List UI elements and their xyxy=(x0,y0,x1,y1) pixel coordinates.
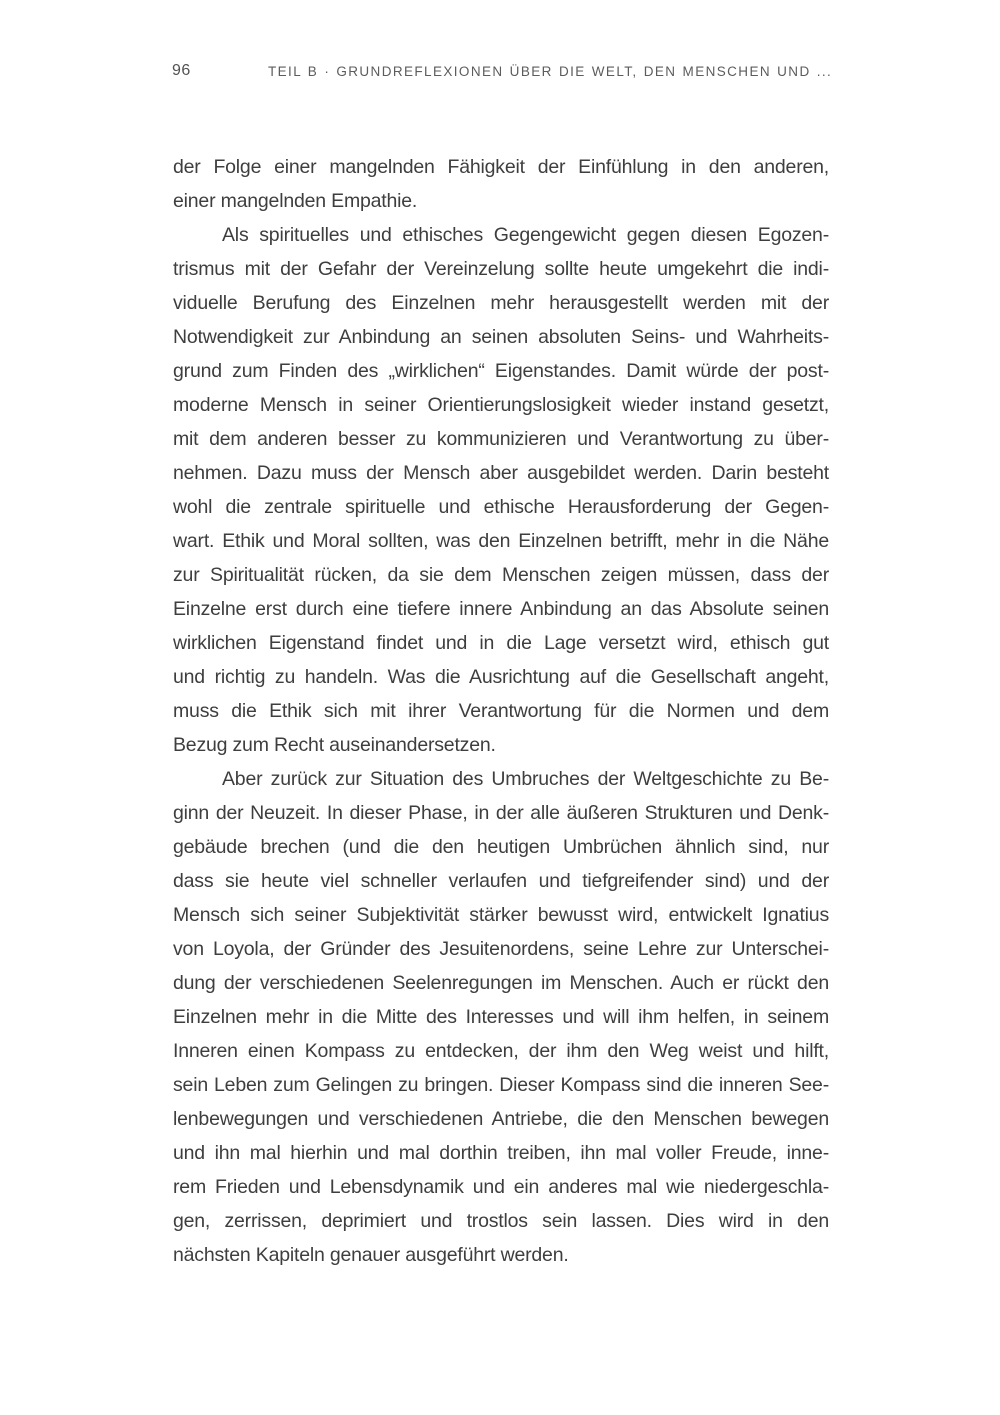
text-line: und richtig zu handeln. Was die Ausrichtung auf die Gesellschaft angeht, xyxy=(173,666,829,688)
text-line: viduelle Berufung des Einzelnen mehr herausgestellt werden mit der xyxy=(173,292,829,314)
text-line: dass sie heute viel schneller verlaufen und tiefgreifender sind) und der xyxy=(173,870,829,892)
text-line: sein Leben zum Gelingen zu bringen. Dieser Kompass sind die inneren See- xyxy=(173,1074,829,1096)
text-line: wart. Ethik und Moral sollten, was den Einzelnen betrifft, mehr in die Nähe xyxy=(173,530,829,552)
text-line: von Loyola, der Gründer des Jesuitenordens, seine Lehre zur Unterschei- xyxy=(173,938,829,960)
text-line: gen, zerrissen, deprimiert und trostlos sein lassen. Dies wird in den xyxy=(173,1210,829,1232)
text-line: gebäude brechen (und die den heutigen Umbrüchen ähnlich sind, nur xyxy=(173,836,829,858)
text-line: Bezug zum Recht auseinandersetzen. xyxy=(173,734,496,756)
text-line: einer mangelnden Empathie. xyxy=(173,190,418,212)
text-line: der Folge einer mangelnden Fähigkeit der Einfühlung in den anderen, xyxy=(173,156,829,178)
text-line: Mensch sich seiner Subjektivität stärker bewusst wird, entwickelt Ignatius xyxy=(173,904,829,926)
text-line: lenbewegungen und verschiedenen Antriebe, die den Menschen bewegen xyxy=(173,1108,829,1130)
text-line: Als spirituelles und ethisches Gegengewicht gegen diesen Egozen- xyxy=(222,224,829,246)
text-line: nächsten Kapiteln genauer ausgeführt werden. xyxy=(173,1244,569,1266)
text-line: moderne Mensch in seiner Orientierungslosigkeit wieder instand gesetzt, xyxy=(173,394,829,416)
text-line: zur Spiritualität rücken, da sie dem Menschen zeigen müssen, dass der xyxy=(173,564,829,586)
running-header xyxy=(0,62,1000,84)
text-line: grund zum Finden des „wirklichen“ Eigenstandes. Damit würde der post- xyxy=(173,360,829,382)
text-line: mit dem anderen besser zu kommunizieren und Verantwortung zu über- xyxy=(173,428,829,450)
text-line: rem Frieden und Lebensdynamik und ein anderes mal wie niedergeschla- xyxy=(173,1176,829,1198)
page-number: 96 xyxy=(172,62,191,79)
text-line: nehmen. Dazu muss der Mensch aber ausgebildet werden. Darin besteht xyxy=(173,462,829,484)
text-line: wirklichen Eigenstand findet und in die Lage versetzt wird, ethisch gut xyxy=(173,632,829,654)
text-line: Einzelnen mehr in die Mitte des Interesses und will ihm helfen, in seinem xyxy=(173,1006,829,1028)
text-line: Aber zurück zur Situation des Umbruches der Weltgeschichte zu Be- xyxy=(222,768,829,790)
text-line: und ihn mal hierhin und mal dorthin treiben, ihn mal voller Freude, inne- xyxy=(173,1142,829,1164)
text-line: Inneren einen Kompass zu entdecken, der ihm den Weg weist und hilft, xyxy=(173,1040,829,1062)
text-line: Notwendigkeit zur Anbindung an seinen absoluten Seins- und Wahrheits- xyxy=(173,326,829,348)
text-line: ginn der Neuzeit. In dieser Phase, in der alle äußeren Strukturen und Denk- xyxy=(173,802,829,824)
text-line: trismus mit der Gefahr der Vereinzelung sollte heute umgekehrt die indi- xyxy=(173,258,829,280)
text-line: dung der verschiedenen Seelenregungen im Menschen. Auch er rückt den xyxy=(173,972,829,994)
text-column xyxy=(173,150,829,1272)
running-header-title: TEIL B · GRUNDREFLEXIONEN ÜBER DIE WELT, DEN MENSCHEN UND ... xyxy=(268,64,833,79)
text-line: muss die Ethik sich mit ihrer Verantwortung für die Normen und dem xyxy=(173,700,829,722)
text-line: Einzelne erst durch eine tiefere innere Anbindung an das Absolute seinen xyxy=(173,598,829,620)
text-line: wohl die zentrale spirituelle und ethische Herausforderung der Gegen- xyxy=(173,496,829,518)
